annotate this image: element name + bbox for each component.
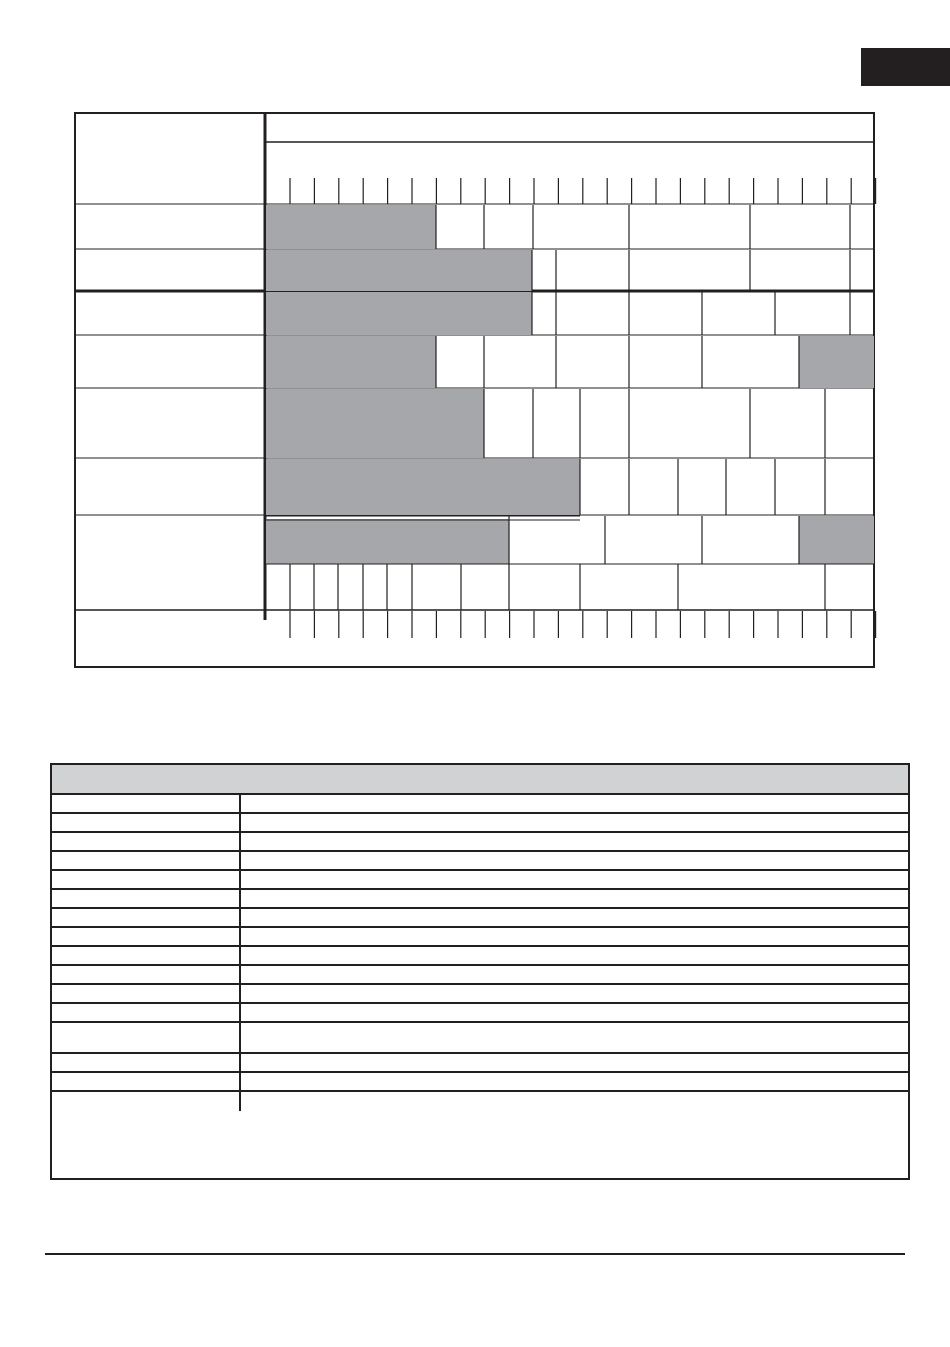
spec-row-value bbox=[241, 1073, 908, 1090]
spec-row-value bbox=[241, 833, 908, 850]
spec-row-value bbox=[241, 890, 908, 907]
spec-row-label bbox=[52, 871, 241, 888]
shaded-bar-2 bbox=[266, 292, 532, 335]
spec-row-value bbox=[241, 1092, 908, 1111]
spec-row-label bbox=[52, 1092, 241, 1111]
spec-row-label bbox=[52, 833, 241, 850]
footer-rule bbox=[45, 1253, 905, 1255]
spec-table-body bbox=[52, 795, 908, 1111]
spec-row-value bbox=[241, 871, 908, 888]
spec-row bbox=[52, 795, 908, 814]
spec-row-label bbox=[52, 1023, 241, 1052]
spec-row-label bbox=[52, 966, 241, 983]
spec-table-title bbox=[52, 765, 908, 795]
spec-row bbox=[52, 966, 908, 985]
spec-row-value bbox=[241, 1004, 908, 1021]
spec-row-value bbox=[241, 1023, 908, 1052]
spec-row bbox=[52, 928, 908, 947]
spec-row bbox=[52, 833, 908, 852]
spec-row-label bbox=[52, 814, 241, 831]
shaded-bar-8 bbox=[799, 516, 874, 564]
spec-row bbox=[52, 814, 908, 833]
spec-row-value bbox=[241, 814, 908, 831]
spec-row-value bbox=[241, 795, 908, 812]
spec-row-label bbox=[52, 1004, 241, 1021]
spec-row bbox=[52, 1023, 908, 1054]
shaded-bar-1 bbox=[266, 250, 532, 291]
spec-row-value bbox=[241, 966, 908, 983]
spec-row-value bbox=[241, 985, 908, 1002]
spec-row-value bbox=[241, 909, 908, 926]
spec-row-label bbox=[52, 852, 241, 869]
spec-row bbox=[52, 852, 908, 871]
spec-row bbox=[52, 890, 908, 909]
spec-row-value bbox=[241, 1054, 908, 1071]
spec-row-label bbox=[52, 985, 241, 1002]
spec-row-label bbox=[52, 890, 241, 907]
spec-row-value bbox=[241, 928, 908, 945]
spec-row bbox=[52, 871, 908, 890]
spec-row-value bbox=[241, 852, 908, 869]
spec-row bbox=[52, 1004, 908, 1023]
shaded-bar-0 bbox=[266, 205, 436, 249]
spec-row bbox=[52, 985, 908, 1004]
spec-row-label bbox=[52, 1054, 241, 1071]
shaded-bar-3 bbox=[266, 336, 436, 388]
shaded-bar-4 bbox=[266, 389, 484, 458]
spec-row-label bbox=[52, 1073, 241, 1090]
spec-row bbox=[52, 947, 908, 966]
spec-row-label bbox=[52, 928, 241, 945]
spec-table bbox=[50, 763, 910, 1180]
spec-row bbox=[52, 909, 908, 928]
spec-row-value bbox=[241, 947, 908, 964]
shaded-bar-5 bbox=[266, 459, 580, 515]
shaded-bar-6 bbox=[266, 519, 509, 564]
spec-row-label bbox=[52, 909, 241, 926]
spec-row bbox=[52, 1073, 908, 1092]
spec-row bbox=[52, 1054, 908, 1073]
shaded-bar-7 bbox=[799, 336, 874, 388]
spec-row-label bbox=[52, 947, 241, 964]
spec-row bbox=[52, 1092, 908, 1111]
spec-row-label bbox=[52, 795, 241, 812]
